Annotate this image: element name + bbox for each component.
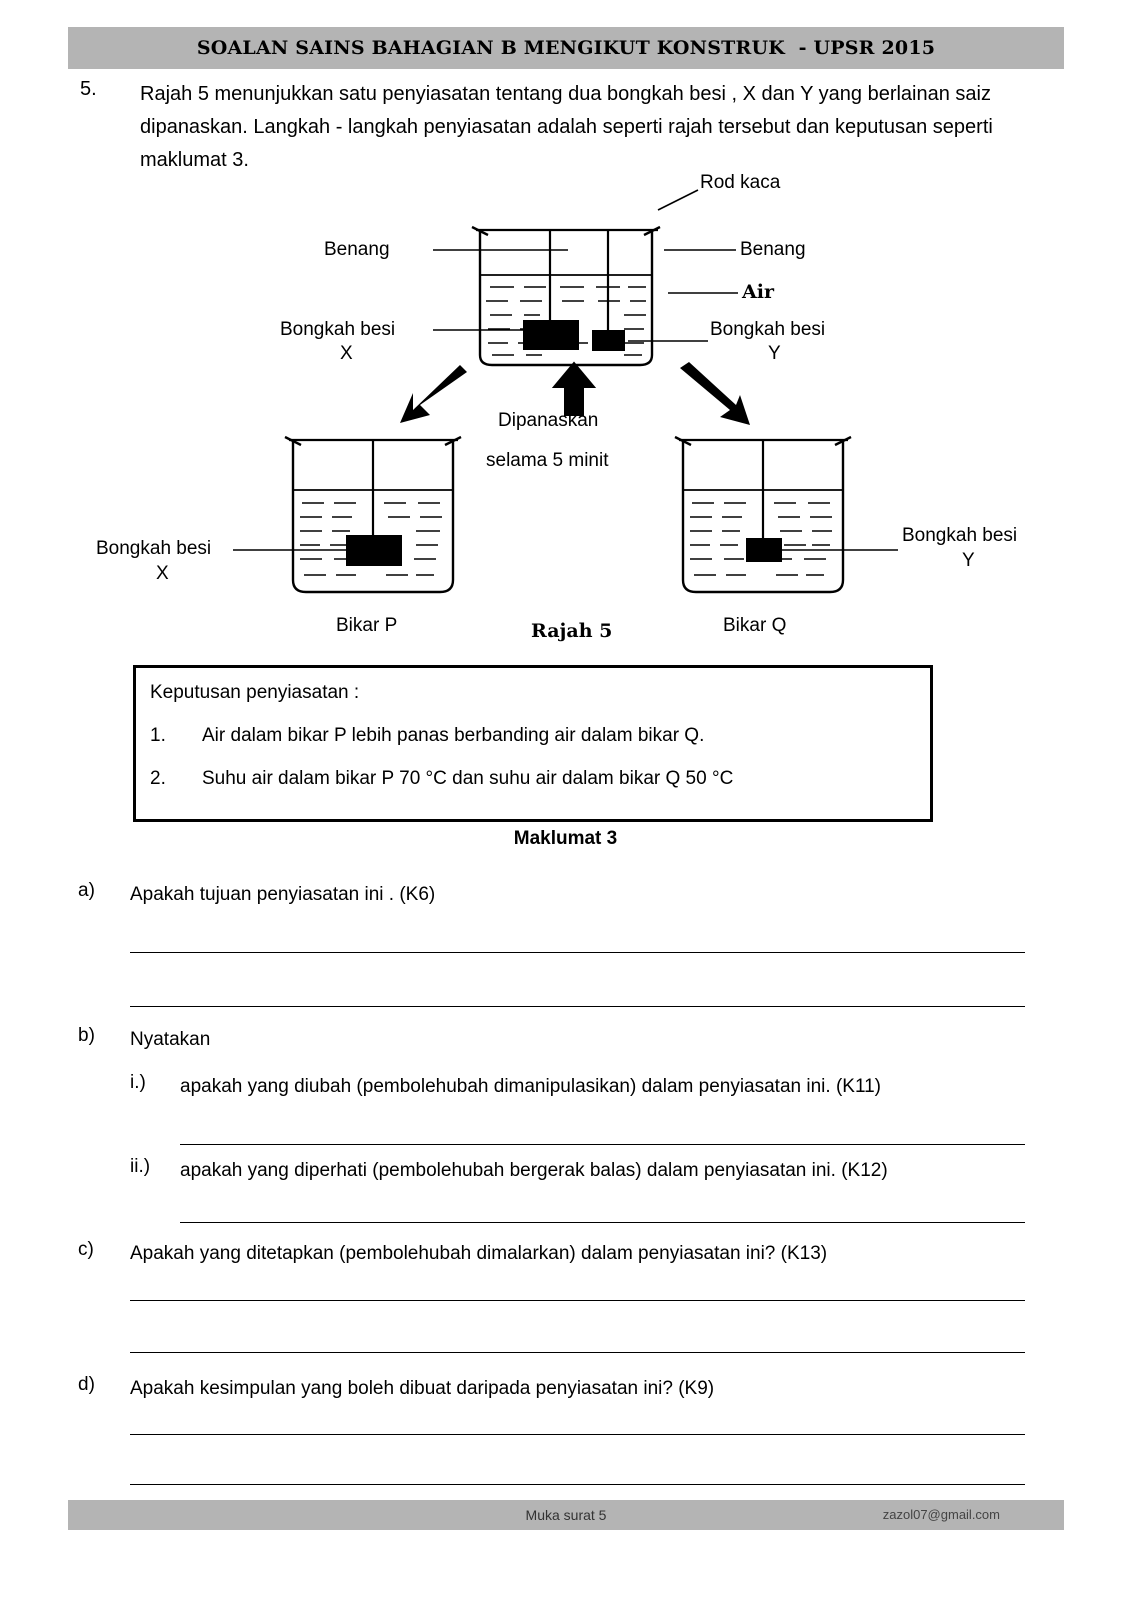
- subquestion-b-text: Nyatakan: [130, 1029, 211, 1050]
- results-box: [133, 665, 933, 822]
- label-bongkah-besi-x-bottom-sub: X: [156, 563, 169, 584]
- answer-line-a-2[interactable]: [130, 1006, 1025, 1007]
- label-bongkah-besi-x-bottom: Bongkah besi: [96, 538, 212, 559]
- subquestion-d-letter: d): [78, 1374, 95, 1395]
- subquestion-b-i-text: apakah yang diubah (pembolehubah dimanipulasikan) dalam penyiasatan ini. (K11): [180, 1076, 881, 1097]
- figure-caption: Rajah 5: [531, 620, 613, 642]
- results-item-1-number: 1.: [150, 725, 166, 746]
- subquestion-a-letter: a): [78, 880, 95, 901]
- subquestion-a-text: Apakah tujuan penyiasatan ini . (K6): [130, 884, 436, 905]
- label-bongkah-besi-x-top: Bongkah besi: [280, 319, 396, 340]
- label-bikar-q: Bikar Q: [723, 615, 787, 636]
- subquestion-b-letter: b): [78, 1025, 95, 1046]
- figure-rajah-5: [68, 165, 1064, 655]
- label-benang-left: Benang: [324, 239, 390, 260]
- subquestion-d-text: Apakah kesimpulan yang boleh dibuat daripada penyiasatan ini? (K9): [130, 1378, 715, 1399]
- page-footer: [68, 1500, 1064, 1530]
- label-rod-kaca: Rod kaca: [700, 172, 781, 193]
- subquestion-b-i-letter: i.): [130, 1072, 146, 1093]
- results-item-2-text: Suhu air dalam bikar P 70 °C dan suhu air dalam bikar Q 50 °C: [202, 768, 734, 789]
- label-bikar-p: Bikar P: [336, 615, 398, 636]
- answer-line-d-1[interactable]: [130, 1434, 1025, 1435]
- answer-line-b-ii[interactable]: [180, 1222, 1025, 1223]
- label-dipanaskan: Dipanaskan: [498, 410, 599, 431]
- label-bongkah-besi-y-bottom-sub: Y: [962, 550, 975, 571]
- results-title: Keputusan penyiasatan :: [150, 682, 360, 703]
- results-item-1-text: Air dalam bikar P lebih panas berbanding air dalam bikar Q.: [202, 725, 705, 746]
- label-bongkah-besi-y-top: Bongkah besi: [710, 319, 826, 340]
- answer-line-a-1[interactable]: [130, 952, 1025, 953]
- subquestion-b-ii-text: apakah yang diperhati (pembolehubah bergerak balas) dalam penyiasatan ini. (K12): [180, 1160, 888, 1181]
- question-number: 5.: [80, 78, 97, 100]
- footer-email: zazol07@gmail.com: [882, 1507, 1000, 1522]
- label-benang-right: Benang: [740, 239, 806, 260]
- footer-page-number: Muka surat 5: [525, 1507, 607, 1523]
- page-header: [68, 27, 1064, 69]
- maklumat-caption: Maklumat 3: [513, 828, 618, 849]
- label-bongkah-besi-x-top-sub: X: [340, 343, 353, 364]
- subquestion-c-text: Apakah yang ditetapkan (pembolehubah dimalarkan) dalam penyiasatan ini? (K13): [130, 1243, 828, 1264]
- label-air: Air: [742, 281, 774, 303]
- question-stem: Rajah 5 menunjukkan satu penyiasatan tentang dua bongkah besi , X dan Y yang berlainan saiz dipanaskan. Langkah - langkah penyiasatan adalah seperti rajah tersebut dan keputusan seperti maklumat 3.: [140, 83, 993, 171]
- results-item-2-number: 2.: [150, 768, 166, 789]
- answer-line-c-2[interactable]: [130, 1352, 1025, 1353]
- answer-line-c-1[interactable]: [130, 1300, 1025, 1301]
- subquestion-b-ii-letter: ii.): [130, 1156, 151, 1177]
- answer-line-b-i[interactable]: [180, 1144, 1025, 1145]
- subquestion-c-letter: c): [78, 1239, 94, 1260]
- label-bongkah-besi-y-bottom: Bongkah besi: [902, 525, 1018, 546]
- answer-line-d-2[interactable]: [130, 1484, 1025, 1485]
- header-title: SOALAN SAINS BAHAGIAN B MENGIKUT KONSTRUK - UPSR 2015: [196, 37, 936, 59]
- label-selama-5-minit: selama 5 minit: [486, 450, 609, 471]
- label-bongkah-besi-y-top-sub: Y: [768, 343, 781, 364]
